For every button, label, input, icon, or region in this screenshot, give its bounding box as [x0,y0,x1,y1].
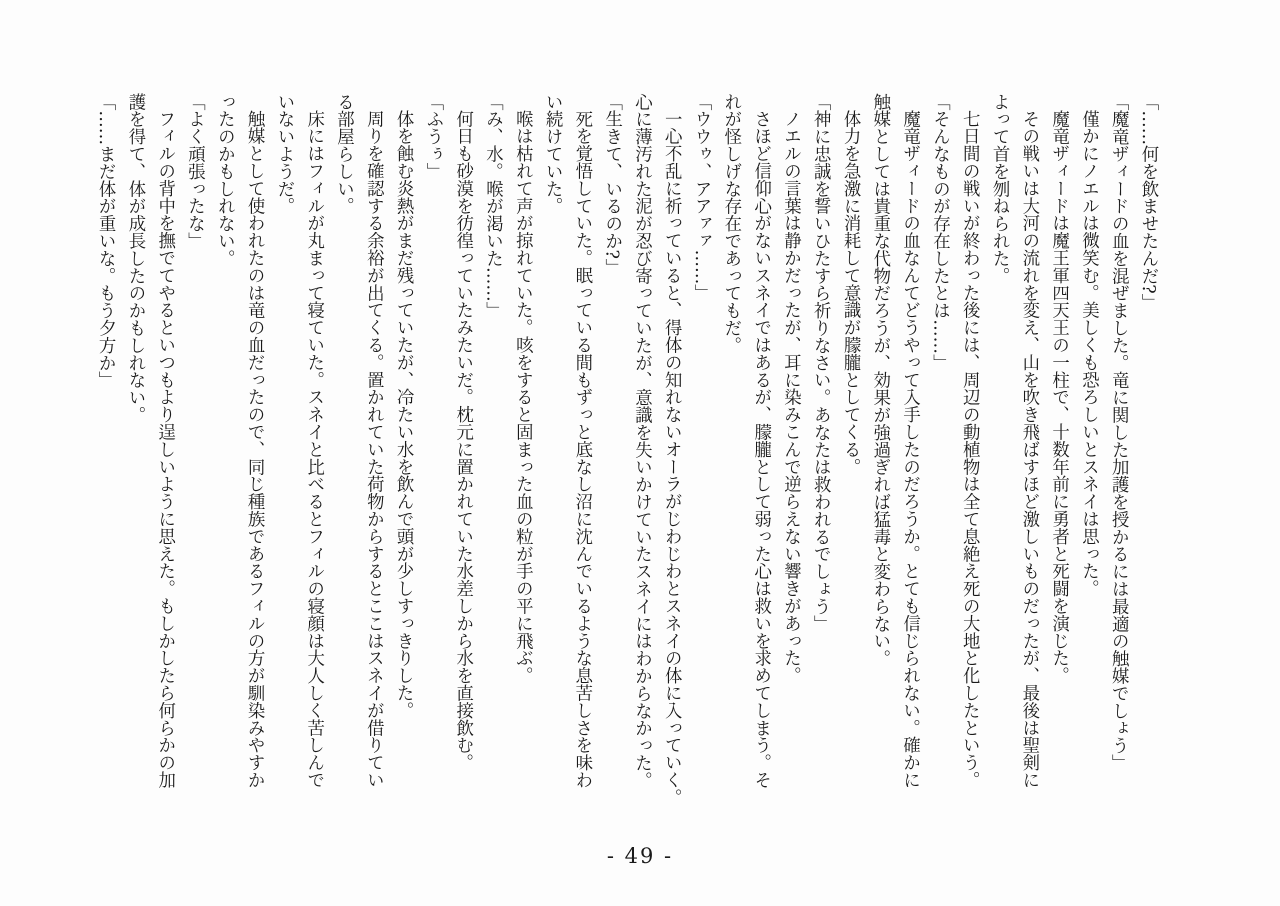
text-line: 護を得て、体が成長したのかもしれない。 [124,93,145,424]
text-line: 周りを確認する余裕が出てくる。置かれていた荷物からするとここはスネイが借りてい [363,110,384,789]
text-line: ノエルの言葉は静かだったが、耳に染みこんで逆らえない響きがあった。 [780,110,801,685]
text-line: い続けていた。 [542,93,563,215]
text-line: 「ふうぅ」 [422,93,443,180]
text-line: 床にはフィルが丸まって寝ていた。スネイと比べるとフィルの寝顔は大人しく苦しんで [303,110,324,789]
text-line: 何日も砂漠を彷徨っていたみたいだ。枕元に置かれていた水差しから水を直接飲む。 [452,110,473,772]
text-line: さほど信仰心がないスネイではあるが、朦朧として弱った心は救いを求めてしまう。そ [750,110,771,789]
text-line: る部屋らしい。 [333,93,354,215]
text-line: 「……何を飲ませたんだ?」 [1138,93,1158,312]
text-line: 触媒としては貴重な代物だろうが、効果が強過ぎれば猛毒と変わらない。 [869,93,890,668]
text-line: よって首を刎ねられた。 [989,93,1010,285]
text-line: 体力を急激に消耗して意識が朦朧としてくる。 [840,110,861,476]
text-line: 「ウウゥ、アアァァ……」 [691,93,712,302]
text-line: 僅かにノエルは微笑む。美しくも恐ろしいとスネイは思った。 [1078,110,1099,598]
text-line: 喉は枯れて声が掠れていた。咳をすると固まった血の粒が手の平に飛ぶ。 [512,110,533,685]
text-line: 「生きて、いるのか?」 [601,93,622,277]
text-line: 心に薄汚れた泥が忍び寄っていたが、意識を失いかけていたスネイにはわからなかった。 [631,93,652,789]
text-line: いないようだ。 [273,93,294,215]
text-line: 一心不乱に祈っていると、得体の知れないオーラがじわじわとスネイの体に入っていく。 [661,110,682,807]
text-line: 魔竜ザィードは魔王軍四天王の一柱で、十数年前に勇者と死闘を演じた。 [1048,110,1069,685]
text-line: 「そんなものが存在したとは……」 [929,93,950,372]
text-line: 「魔竜ザィードの血を混ぜました。竜に関した加護を授かるには最適の触媒でしょう」 [1108,93,1129,772]
text-line: 「よく頑張ったな」 [184,93,205,250]
vertical-text-block [89,93,1162,815]
text-line: 体を蝕む炎熱がまだ残っていたが、冷たい水を飲んで頭が少しすっきりした。 [393,110,414,720]
page-number: - 49 - [606,844,674,868]
text-line: 触媒として使われたのは竜の血だったので、同じ種族であるフィルの方が馴染みやすか [244,110,265,789]
text-line: 死を覚悟していた。眠っている間もずっと底なし沼に沈んでいるような息苦しさを味わ [571,110,592,789]
text-line: 「……まだ体が重いな。もう夕方か」 [95,93,116,389]
text-line: フィルの背中を撫でてやるといつもより逞しいように思えた。もしかしたら何らかの加 [154,110,175,789]
text-line: 魔竜ザィードの血なんてどうやって入手したのだろうか。とても信じられない。確かに [899,110,920,789]
text-line: 七日間の戦いが終わった後には、周辺の動植物は全て息絶え死の大地と化したという。 [959,110,980,789]
text-line: れが怪しげな存在であってもだ。 [720,93,741,354]
text-line: 「神に忠誠を誓いひたすら祈りなさい。あなたは救われるでしょう」 [810,93,831,633]
text-line: 「み、水。喉が渇いた……」 [482,93,503,320]
text-line: その戦いは大河の流れを変え、山を吹き飛ばすほど激しいものだったが、最後は聖剣に [1018,110,1039,789]
text-line: ったのかもしれない。 [214,93,235,267]
